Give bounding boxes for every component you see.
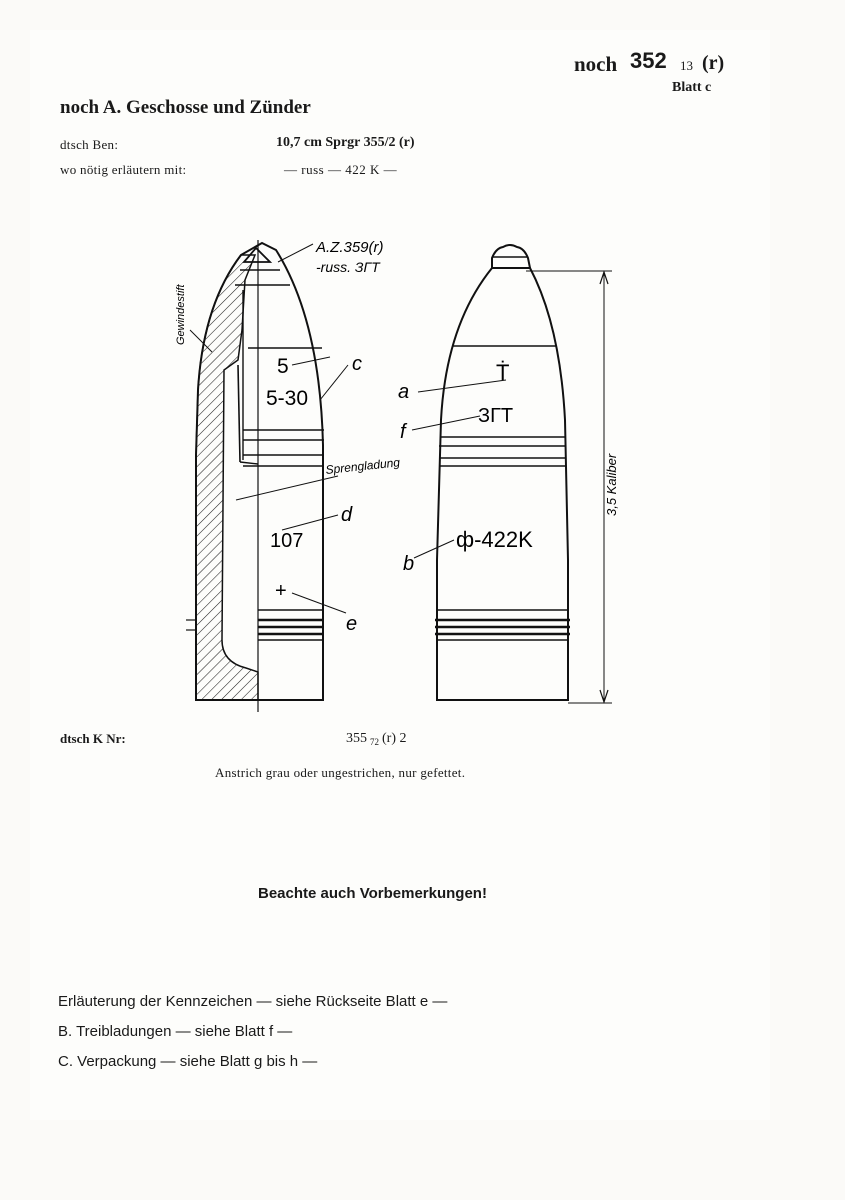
mark-107: 107 [270,530,304,552]
mark-a-symbol: Ṫ [496,360,510,385]
footer-line-1: Erläuterung der Kennzeichen — siehe Rückseite Blatt e — [58,993,448,1010]
kaliber-label: 3,5 Kaliber [604,453,619,516]
ben-value: 10,7 cm Sprgr 355/2 (r) [276,135,415,150]
letter-f: f [400,421,406,443]
letter-d: d [341,504,353,526]
erl-value: — russ — 422 K — [284,162,398,177]
header-number-sub: 13 [680,58,693,73]
fuze-label-2: -russ. ЗГТ [316,259,380,275]
anstrich-note: Anstrich grau oder ungestrichen, nur gefettet. [215,765,466,780]
knr-value [346,731,407,747]
header-number-suffix: (r) [702,52,725,74]
mark-5: 5 [277,355,289,378]
sectioned-shell [186,240,348,712]
fuze-label-1: A.Z.359(r) [316,239,384,256]
knr-value-pre: 355 [346,731,367,746]
erl-label: wo nötig erläutern mit: [60,162,187,177]
mark-422k: ф-422K [456,527,533,552]
ben-label: dtsch Ben: [60,137,119,152]
beachte-note: Beachte auch Vorbemerkungen! [258,885,487,902]
header-noch: noch [574,52,618,76]
mark-3gt: ЗГТ [478,405,514,427]
letter-c: c [352,353,362,375]
footer-line-2: B. Treibladungen — siehe Blatt f — [58,1023,293,1040]
knr-value-sub: 72 [370,737,379,747]
header-blatt: Blatt c [672,80,712,95]
mark-5-30: 5-30 [266,387,309,410]
exterior-shell [412,245,612,703]
knr-value-post: (r) 2 [382,731,407,746]
sprengladung-label: Sprengladung [324,455,401,477]
letter-e: e [346,613,358,635]
letter-a: a [398,381,410,403]
page-title: noch A. Geschosse und Zünder [60,97,311,118]
knr-label: dtsch K Nr: [60,731,126,746]
gewindestift-label: Gewindestift [175,284,187,345]
header-number: 352 [630,48,667,73]
wall-section-hatch [196,255,258,700]
footer-line-3: C. Verpackung — siehe Blatt g bis h — [58,1053,318,1070]
mark-plus: + [275,580,287,602]
letter-b: b [403,553,415,575]
